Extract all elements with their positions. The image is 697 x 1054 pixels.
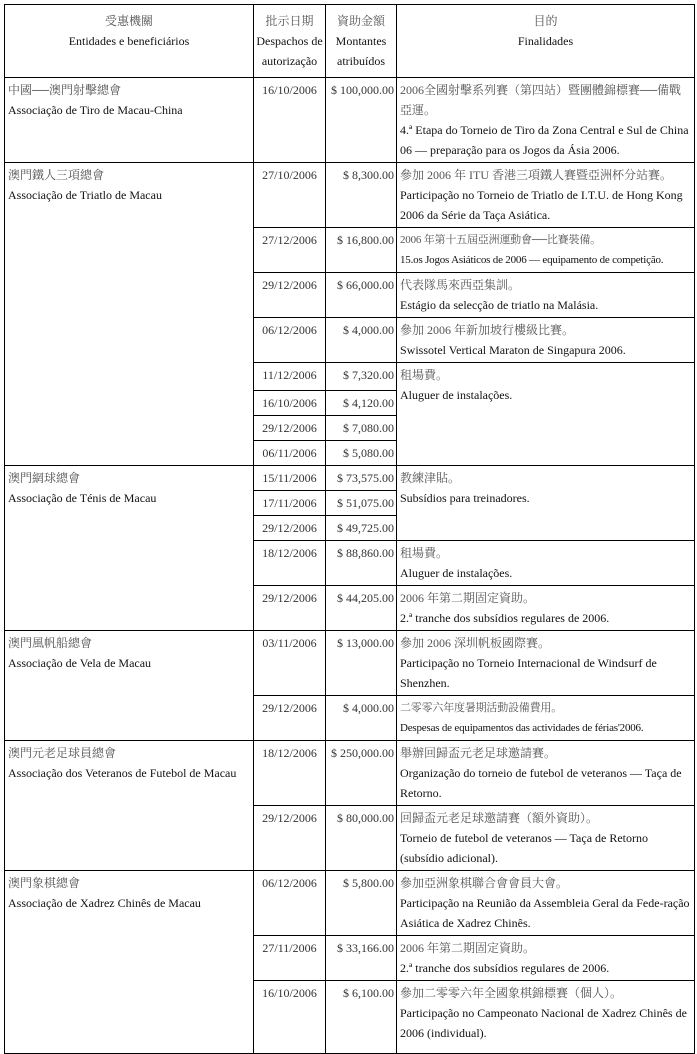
table-body xyxy=(5,78,695,1054)
header-purpose xyxy=(397,5,695,78)
purpose-cell xyxy=(397,806,695,871)
date-cell: 29/12/2006 xyxy=(254,586,326,631)
purpose-pt: Aluguer de instalações. xyxy=(400,388,513,402)
entity-cell xyxy=(5,78,254,163)
purpose-cell xyxy=(397,466,695,541)
entity-name-pt: Associação de Triatlo de Macau xyxy=(8,188,162,202)
purpose-cell xyxy=(397,318,695,363)
header-entities xyxy=(5,5,254,78)
entity-cell xyxy=(5,741,254,871)
purpose-cell xyxy=(397,273,695,318)
table-row xyxy=(5,871,695,936)
amount-cell: $ 49,725.00 xyxy=(326,516,397,541)
purpose-pt: Aluguer de instalações. xyxy=(400,566,513,580)
date-cell: 06/12/2006 xyxy=(254,871,326,936)
date-cell: 18/12/2006 xyxy=(254,541,326,586)
date-cell: 27/12/2006 xyxy=(254,228,326,273)
date-cell: 06/12/2006 xyxy=(254,318,326,363)
purpose-pt: Despesas de equipamentos das actividades de férias'2006. xyxy=(400,722,644,734)
amount-cell: $ 80,000.00 xyxy=(326,806,397,871)
amount-cell: $ 13,000.00 xyxy=(326,631,397,696)
entity-name-zh: 澳門網球總會 xyxy=(8,471,81,485)
purpose-zh: 租場費。 xyxy=(400,546,449,560)
subsidy-table xyxy=(4,4,695,1054)
amount-cell: $ 5,080.00 xyxy=(326,441,397,466)
purpose-zh: 參加亞洲象棋聯合會會員大會。 xyxy=(400,876,569,890)
entity-cell xyxy=(5,871,254,1054)
purpose-pt: Estágio da selecção de triatlo na Malásia. xyxy=(400,298,599,312)
purpose-cell xyxy=(397,696,695,741)
purpose-pt: 15.os Jogos Asiáticos de 2006 — equipamento de competição. xyxy=(400,254,664,266)
table-row xyxy=(5,163,695,228)
date-cell: 29/12/2006 xyxy=(254,806,326,871)
entity-cell xyxy=(5,631,254,741)
purpose-zh: 租場費。 xyxy=(400,368,449,382)
purpose-zh: 2006全國射擊系列賽（第四站）暨團體錦標賽──備戰亞運。 xyxy=(400,83,682,117)
purpose-cell xyxy=(397,586,695,631)
amount-cell: $ 88,860.00 xyxy=(326,541,397,586)
entity-name-pt: Associação de Vela de Macau xyxy=(8,656,152,670)
amount-cell: $ 4,000.00 xyxy=(326,696,397,741)
amount-cell: $ 100,000.00 xyxy=(326,78,397,163)
purpose-pt: Participação no Torneio Internacional de Windsurf de Shenzhen. xyxy=(400,656,657,690)
purpose-cell xyxy=(397,541,695,586)
entity-name-zh: 中國──澳門射擊總會 xyxy=(8,83,122,97)
entity-name-zh: 澳門元老足球員總會 xyxy=(8,746,117,760)
date-cell: 03/11/2006 xyxy=(254,631,326,696)
table-row xyxy=(5,631,695,696)
purpose-zh: 2006 年第十五屆亞洲運動會──比賽裝備。 xyxy=(400,234,601,246)
purpose-zh: 舉辦回歸盃元老足球邀請賽。 xyxy=(400,746,557,760)
date-cell: 11/12/2006 xyxy=(254,363,326,391)
purpose-pt: Swissotel Vertical Maraton de Singapura 2006. xyxy=(400,343,626,357)
entity-name-zh: 澳門象棋總會 xyxy=(8,876,81,890)
header-amount xyxy=(326,5,397,78)
entity-name-zh: 澳門風帆船總會 xyxy=(8,636,93,650)
purpose-pt: Participação no Campeonato Nacional de Xadrez Chinês de 2006 (individual). xyxy=(400,1006,687,1040)
entity-name-pt: Associação de Ténis de Macau xyxy=(8,491,157,505)
header-amount-pt: Montantes atribuídos xyxy=(335,34,387,68)
purpose-pt: Organização do torneio de futebol de veteranos — Taça de Retorno. xyxy=(400,766,682,800)
date-cell: 29/12/2006 xyxy=(254,696,326,741)
date-cell: 29/12/2006 xyxy=(254,516,326,541)
purpose-zh: 參加 2006 深圳帆板國際賽。 xyxy=(400,636,551,650)
entity-cell xyxy=(5,163,254,466)
table-row xyxy=(5,78,695,163)
table-header-row xyxy=(5,5,695,78)
amount-cell: $ 66,000.00 xyxy=(326,273,397,318)
purpose-cell xyxy=(397,741,695,806)
purpose-cell xyxy=(397,163,695,228)
amount-cell: $ 4,000.00 xyxy=(326,318,397,363)
entity-name-pt: Associação dos Veteranos de Futebol de Macau xyxy=(8,766,237,780)
date-cell: 18/12/2006 xyxy=(254,741,326,806)
purpose-cell xyxy=(397,936,695,981)
purpose-pt: Participação na Reunião da Assembleia Geral da Fede-ração Asiática de Xadrez Chinês. xyxy=(400,896,690,930)
date-cell: 29/12/2006 xyxy=(254,273,326,318)
purpose-zh: 2006 年第二期固定資助。 xyxy=(400,941,536,955)
header-date xyxy=(254,5,326,78)
amount-cell: $ 4,120.00 xyxy=(326,391,397,416)
purpose-cell xyxy=(397,228,695,273)
purpose-pt: 2.ª tranche dos subsídios regulares de 2006. xyxy=(400,961,610,975)
date-cell: 15/11/2006 xyxy=(254,466,326,491)
date-cell: 06/11/2006 xyxy=(254,441,326,466)
table-row xyxy=(5,466,695,491)
header-purpose-zh: 目的 xyxy=(533,14,558,28)
entity-name-pt: Associação de Tiro de Macau-China xyxy=(8,103,183,117)
purpose-zh: 參加 2006 年 ITU 香港三項鐵人賽暨亞洲杯分站賽。 xyxy=(400,168,672,182)
purpose-pt: 4.ª Etapa do Torneio de Tiro da Zona Central e Sul de China 06 — preparação para os Jogos da Ásia 2006. xyxy=(400,123,689,157)
amount-cell: $ 7,320.00 xyxy=(326,363,397,391)
date-cell: 27/11/2006 xyxy=(254,936,326,981)
entity-cell xyxy=(5,466,254,631)
date-cell: 29/12/2006 xyxy=(254,416,326,441)
header-purpose-pt: Finalidades xyxy=(517,34,574,48)
amount-cell: $ 5,800.00 xyxy=(326,871,397,936)
purpose-zh: 教練津貼。 xyxy=(400,471,461,485)
amount-cell: $ 250,000.00 xyxy=(326,741,397,806)
purpose-pt: Subsídios para treinadores. xyxy=(400,491,530,505)
purpose-zh: 代表隊馬來西亞集訓。 xyxy=(400,278,521,292)
amount-cell: $ 73,575.00 xyxy=(326,466,397,491)
purpose-zh: 參加二零零六年全國象棋錦標賽（個人）。 xyxy=(400,986,623,1000)
amount-cell: $ 33,166.00 xyxy=(326,936,397,981)
purpose-zh: 參加 2006 年新加坡行樓級比賽。 xyxy=(400,323,575,337)
header-date-pt: Despachos de autorização xyxy=(256,34,323,68)
purpose-zh: 二零零六年度暑期活動設備費用。 xyxy=(400,702,562,714)
header-entities-pt: Entidades e beneficiários xyxy=(68,34,190,48)
purpose-cell xyxy=(397,78,695,163)
entity-name-pt: Associação de Xadrez Chinês de Macau xyxy=(8,896,201,910)
purpose-pt: Torneio de futebol de veteranos — Taça de Retorno (subsídio adicional). xyxy=(400,831,649,865)
purpose-pt: Participação no Torneio de Triatlo de I.T.U. de Hong Kong 2006 da Série da Taça Asiática. xyxy=(400,188,683,222)
amount-cell: $ 7,080.00 xyxy=(326,416,397,441)
purpose-cell xyxy=(397,363,695,466)
amount-cell: $ 8,300.00 xyxy=(326,163,397,228)
purpose-zh: 2006 年第二期固定資助。 xyxy=(400,591,536,605)
date-cell: 27/10/2006 xyxy=(254,163,326,228)
date-cell: 17/11/2006 xyxy=(254,491,326,516)
purpose-zh: 回歸盃元老足球邀請賽（額外資助）。 xyxy=(400,811,599,825)
amount-cell: $ 16,800.00 xyxy=(326,228,397,273)
date-cell: 16/10/2006 xyxy=(254,981,326,1054)
purpose-cell xyxy=(397,871,695,936)
header-entities-zh: 受惠機關 xyxy=(104,14,153,28)
amount-cell: $ 44,205.00 xyxy=(326,586,397,631)
purpose-cell xyxy=(397,981,695,1054)
purpose-cell xyxy=(397,631,695,696)
header-amount-zh: 資助金額 xyxy=(336,14,385,28)
date-cell: 16/10/2006 xyxy=(254,78,326,163)
purpose-pt: 2.ª tranche dos subsídios regulares de 2006. xyxy=(400,611,610,625)
date-cell: 16/10/2006 xyxy=(254,391,326,416)
entity-name-zh: 澳門鐵人三項總會 xyxy=(8,168,105,182)
amount-cell: $ 51,075.00 xyxy=(326,491,397,516)
amount-cell: $ 6,100.00 xyxy=(326,981,397,1054)
table-row xyxy=(5,741,695,806)
header-date-zh: 批示日期 xyxy=(265,14,314,28)
